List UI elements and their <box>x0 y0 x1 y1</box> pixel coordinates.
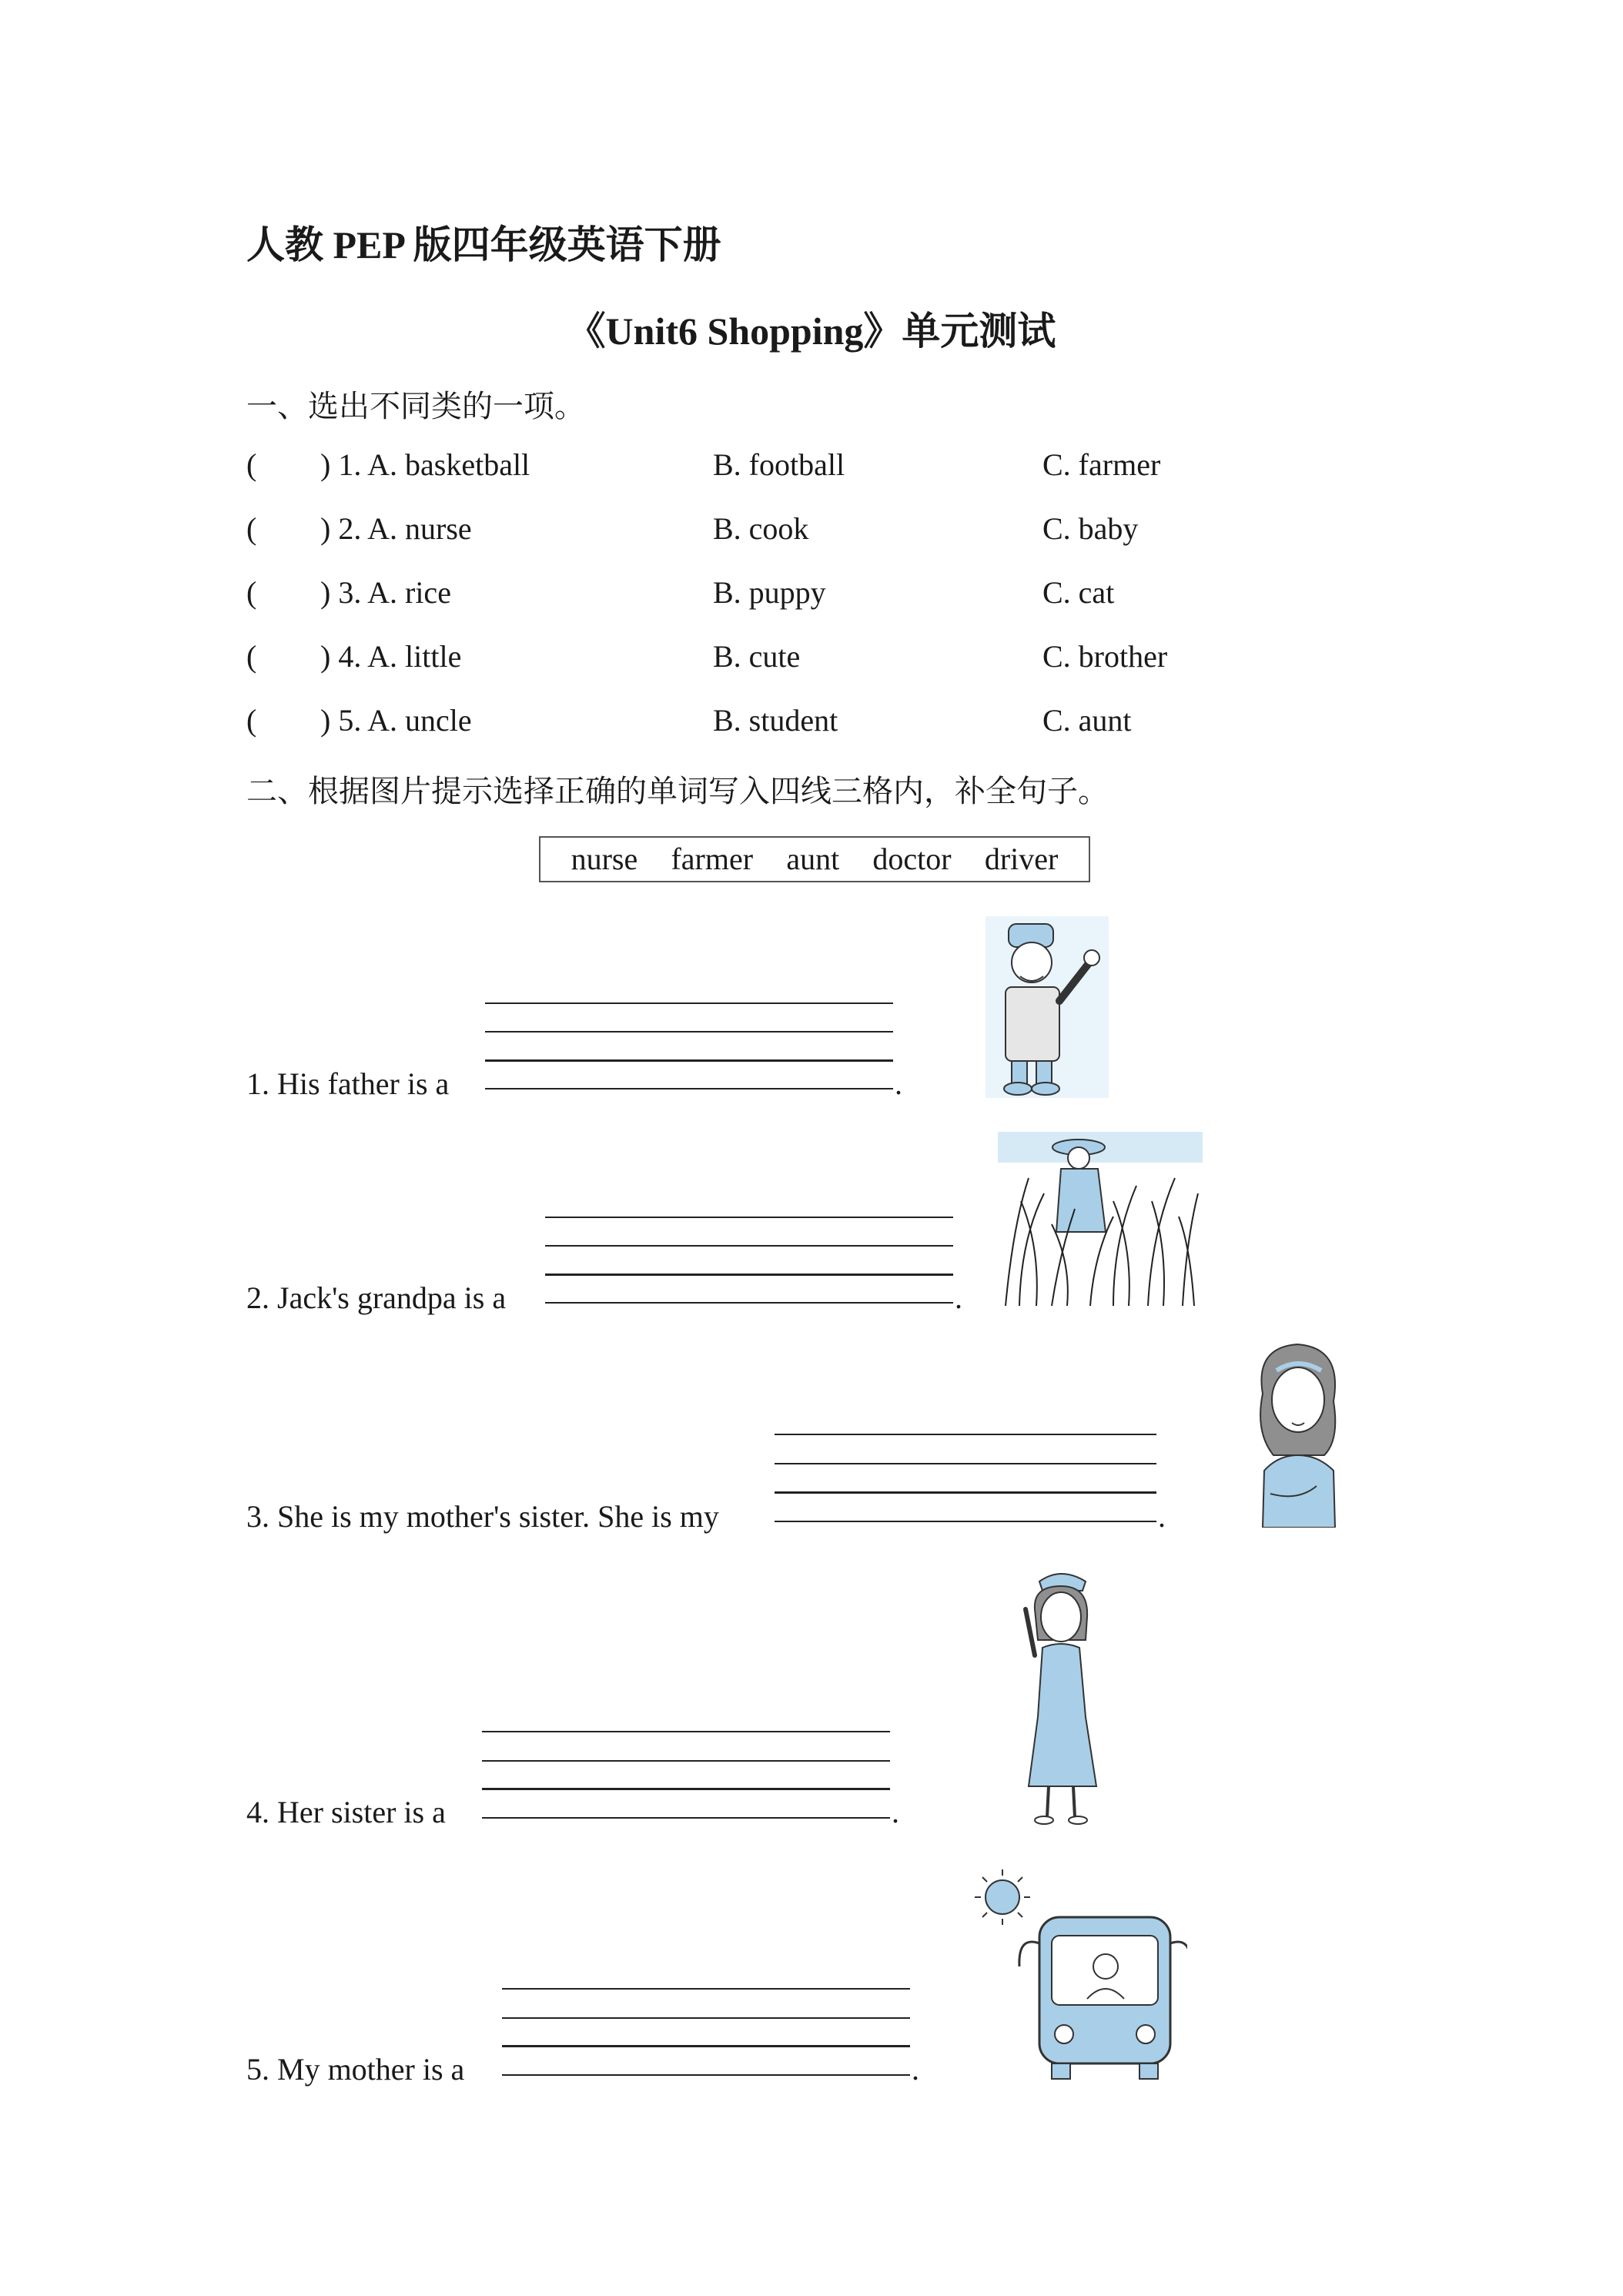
question-option-c: C. baby <box>1042 511 1139 546</box>
word-bank-item: aunt <box>786 842 840 876</box>
word-bank-item: farmer <box>671 842 754 876</box>
word-bank <box>539 836 1090 882</box>
question-option-a: ) 2. A. nurse <box>320 511 472 546</box>
question-option-b: B. cook <box>713 511 809 546</box>
sentence-period: . <box>1158 1499 1166 1534</box>
sentence-text: 1. His father is a <box>246 1066 450 1101</box>
doctor-illustration <box>986 916 1109 1098</box>
sentence-text: 2. Jack's grandpa is a <box>246 1280 507 1315</box>
sun-icon <box>975 1869 1030 1925</box>
question-option-b: B. cute <box>713 639 801 674</box>
word-bank-item: doctor <box>872 842 952 876</box>
word-bank-item: driver <box>984 842 1059 876</box>
answer-paren: ( <box>246 639 257 674</box>
question-option-c: C. farmer <box>1042 447 1161 482</box>
sentence-period: . <box>912 2052 919 2087</box>
question-option-b: B. student <box>713 703 838 738</box>
question-option-b: B. football <box>713 447 845 482</box>
page-title: 人教 PEP 版四年级英语下册 <box>246 223 721 266</box>
answer-paren: ( <box>246 447 257 482</box>
nurse-illustration <box>1012 1563 1112 1825</box>
aunt-illustration <box>1247 1340 1350 1528</box>
sentence-period: . <box>895 1066 902 1101</box>
answer-paren: ( <box>246 703 257 738</box>
section2-heading: 二、根据图片提示选择正确的单词写入四线三格内，补全句子。 <box>246 774 1109 808</box>
question-option-a: ) 3. A. rice <box>320 575 451 610</box>
unit-subtitle: 《Unit6 Shopping》单元测试 <box>567 310 1056 353</box>
section1-heading: 一、选出不同类的一项。 <box>246 389 585 423</box>
question-option-a: ) 1. A. basketball <box>320 447 530 482</box>
question-option-c: C. aunt <box>1042 703 1132 738</box>
question-option-a: ) 4. A. little <box>320 639 462 674</box>
sentence-text: 5. My mother is a <box>246 2052 465 2087</box>
question-option-a: ) 5. A. uncle <box>320 703 472 738</box>
question-option-b: B. puppy <box>713 575 826 610</box>
answer-paren: ( <box>246 511 257 546</box>
question-option-c: C. brother <box>1042 639 1168 674</box>
sentence-period: . <box>892 1795 899 1829</box>
sentence-period: . <box>955 1280 962 1315</box>
farmer-illustration <box>998 1132 1203 1306</box>
question-option-c: C. cat <box>1042 575 1115 610</box>
sentence-text: 3. She is my mother's sister. She is my <box>246 1499 719 1534</box>
answer-paren: ( <box>246 575 257 610</box>
bus-driver-illustration <box>972 1866 1187 2082</box>
sentence-text: 4. Her sister is a <box>246 1795 446 1829</box>
word-bank-item: nurse <box>571 842 638 876</box>
